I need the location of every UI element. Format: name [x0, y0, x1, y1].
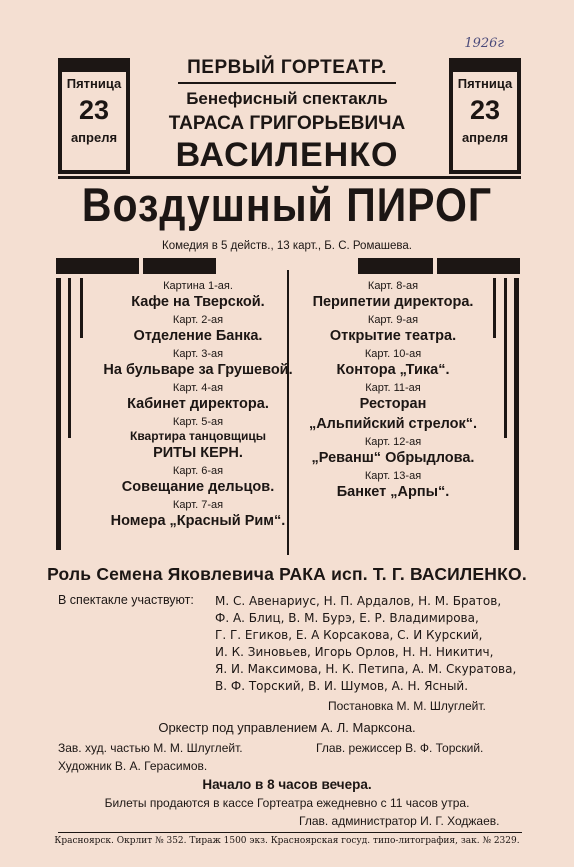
date-number: 23	[78, 95, 110, 125]
admin-credit: Глав. администратор И. Г. Ходжаев.	[299, 814, 500, 828]
benefit-line: Бенефисный спектакль	[186, 89, 388, 108]
side-line	[68, 278, 71, 438]
scene-number: Карт. 3-ая	[172, 348, 224, 360]
side-line	[80, 278, 83, 338]
role-line: Роль Семена Яковлевича РАКА исп. Т. Г. ВАСИЛЕНКО.	[47, 564, 527, 584]
actor-surname: ВАСИЛЕНКО	[175, 136, 399, 174]
orchestra-credit: Оркестр под управлением А. Л. Марксона.	[158, 720, 416, 735]
date-month: апреля	[70, 130, 118, 145]
scene-name: РИТЫ КЕРН.	[153, 445, 243, 461]
scene-name: Перипетии директора.	[312, 294, 474, 310]
handwritten-year: 1926г	[464, 36, 504, 51]
play-title: Воздушный ПИРОГ	[81, 178, 493, 232]
ornament-gap	[139, 258, 143, 274]
scene-number: Карт. 8-ая	[367, 280, 419, 292]
scene-name: Кафе на Тверской.	[131, 294, 265, 310]
scene-name: Отделение Банка.	[133, 328, 263, 344]
scene-name: Контора „Тика“.	[336, 362, 450, 378]
theatre-name: ПЕРВЫЙ ГОРТЕАТР.	[187, 57, 387, 78]
scene-name: Банкет „Арпы“.	[336, 484, 450, 500]
scene-name: Открытие театра.	[329, 328, 457, 344]
tickets-info: Билеты продаются в кассе Гортеатра ежедневно с 11 часов утра.	[104, 796, 470, 810]
scene-name: „Альпийский стрелок“.	[308, 416, 478, 432]
scene-number: Карт. 10-ая	[364, 348, 422, 360]
ornament-bar-left	[56, 258, 216, 274]
scene-name: На бульваре за Грушевой.	[103, 362, 293, 378]
scenes-right	[278, 279, 508, 503]
cast-list	[215, 593, 516, 695]
start-time: Начало в 8 часов вечера.	[202, 777, 372, 792]
art-head-credit: Зав. худ. частью М. М. Шлуглейт.	[58, 741, 243, 755]
cast-line: Ф. А. Блиц, В. М. Бурэ, Е. Р. Владимирова,	[215, 611, 479, 625]
cast-line: М. С. Авенариус, Н. П. Ардалов, Н. М. Братов,	[215, 594, 502, 608]
scene-number: Карт. 11-ая	[365, 382, 421, 394]
scene-number: Карт. 9-ая	[367, 314, 419, 326]
date-day: Пятница	[66, 76, 122, 91]
scene-number: Карт. 4-ая	[172, 382, 224, 394]
footer-rule	[58, 832, 522, 833]
date-month: апреля	[461, 130, 509, 145]
scene-number: Карт. 2-ая	[172, 314, 224, 326]
cast-label: В спектакле участвуют:	[58, 593, 194, 607]
scenes-left	[88, 279, 308, 532]
scene-name: Ресторан	[359, 396, 427, 412]
scene-number: Карт. 13-ая	[364, 470, 422, 482]
staging-credit: Постановка М. М. Шлуглейт.	[328, 699, 486, 713]
date-number: 23	[469, 95, 501, 125]
ornament-bar-right	[358, 258, 520, 274]
side-line	[56, 278, 61, 550]
divider	[178, 82, 396, 84]
scene-number: Картина 1-ая.	[163, 280, 233, 292]
scene-name: Номера „Красный Рим“.	[110, 513, 286, 529]
scene-number: Карт. 6-ая	[172, 465, 224, 477]
ornament-gap	[433, 258, 437, 274]
scene-number: Карт. 12-ая	[364, 436, 422, 448]
scene-name: Совещание дельцов.	[121, 479, 275, 495]
director-credit: Глав. режиссер В. Ф. Торский.	[316, 741, 484, 755]
scene-name: Кабинет директора.	[127, 396, 269, 412]
scene-number: Карт. 5-ая	[172, 416, 224, 428]
scene-name: „Реванш“ Обрыдлова.	[311, 450, 475, 466]
play-subtitle: Комедия в 5 действ., 13 карт., Б. С. Ромашева.	[162, 240, 412, 252]
actor-name: ТАРАСА ГРИГОРЬЕВИЧА	[168, 113, 406, 134]
scene-name: Квартира танцовщицы	[130, 429, 266, 443]
scene-number: Карт. 7-ая	[172, 499, 224, 511]
cast-line: В. Ф. Торский, В. И. Шумов, А. Н. Ясный.	[215, 679, 469, 693]
side-line	[514, 278, 519, 550]
printer-imprint: Красноярск. Окрлит № 352. Тираж 1500 экз. Красноярская госуд. типо-литография, зак. № 2329.	[54, 836, 520, 846]
cast-line: И. К. Зиновьев, Игорь Орлов, Н. Н. Никитич,	[215, 645, 494, 659]
artist-credit: Художник В. А. Герасимов.	[58, 759, 208, 773]
date-day: Пятница	[457, 76, 513, 91]
cast-line: Я. И. Максимова, Н. К. Петипа, А. М. Скуратова,	[215, 662, 517, 676]
cast-line: Г. Г. Егиков, Е. А Корсакова, С. И Курский,	[215, 628, 483, 642]
